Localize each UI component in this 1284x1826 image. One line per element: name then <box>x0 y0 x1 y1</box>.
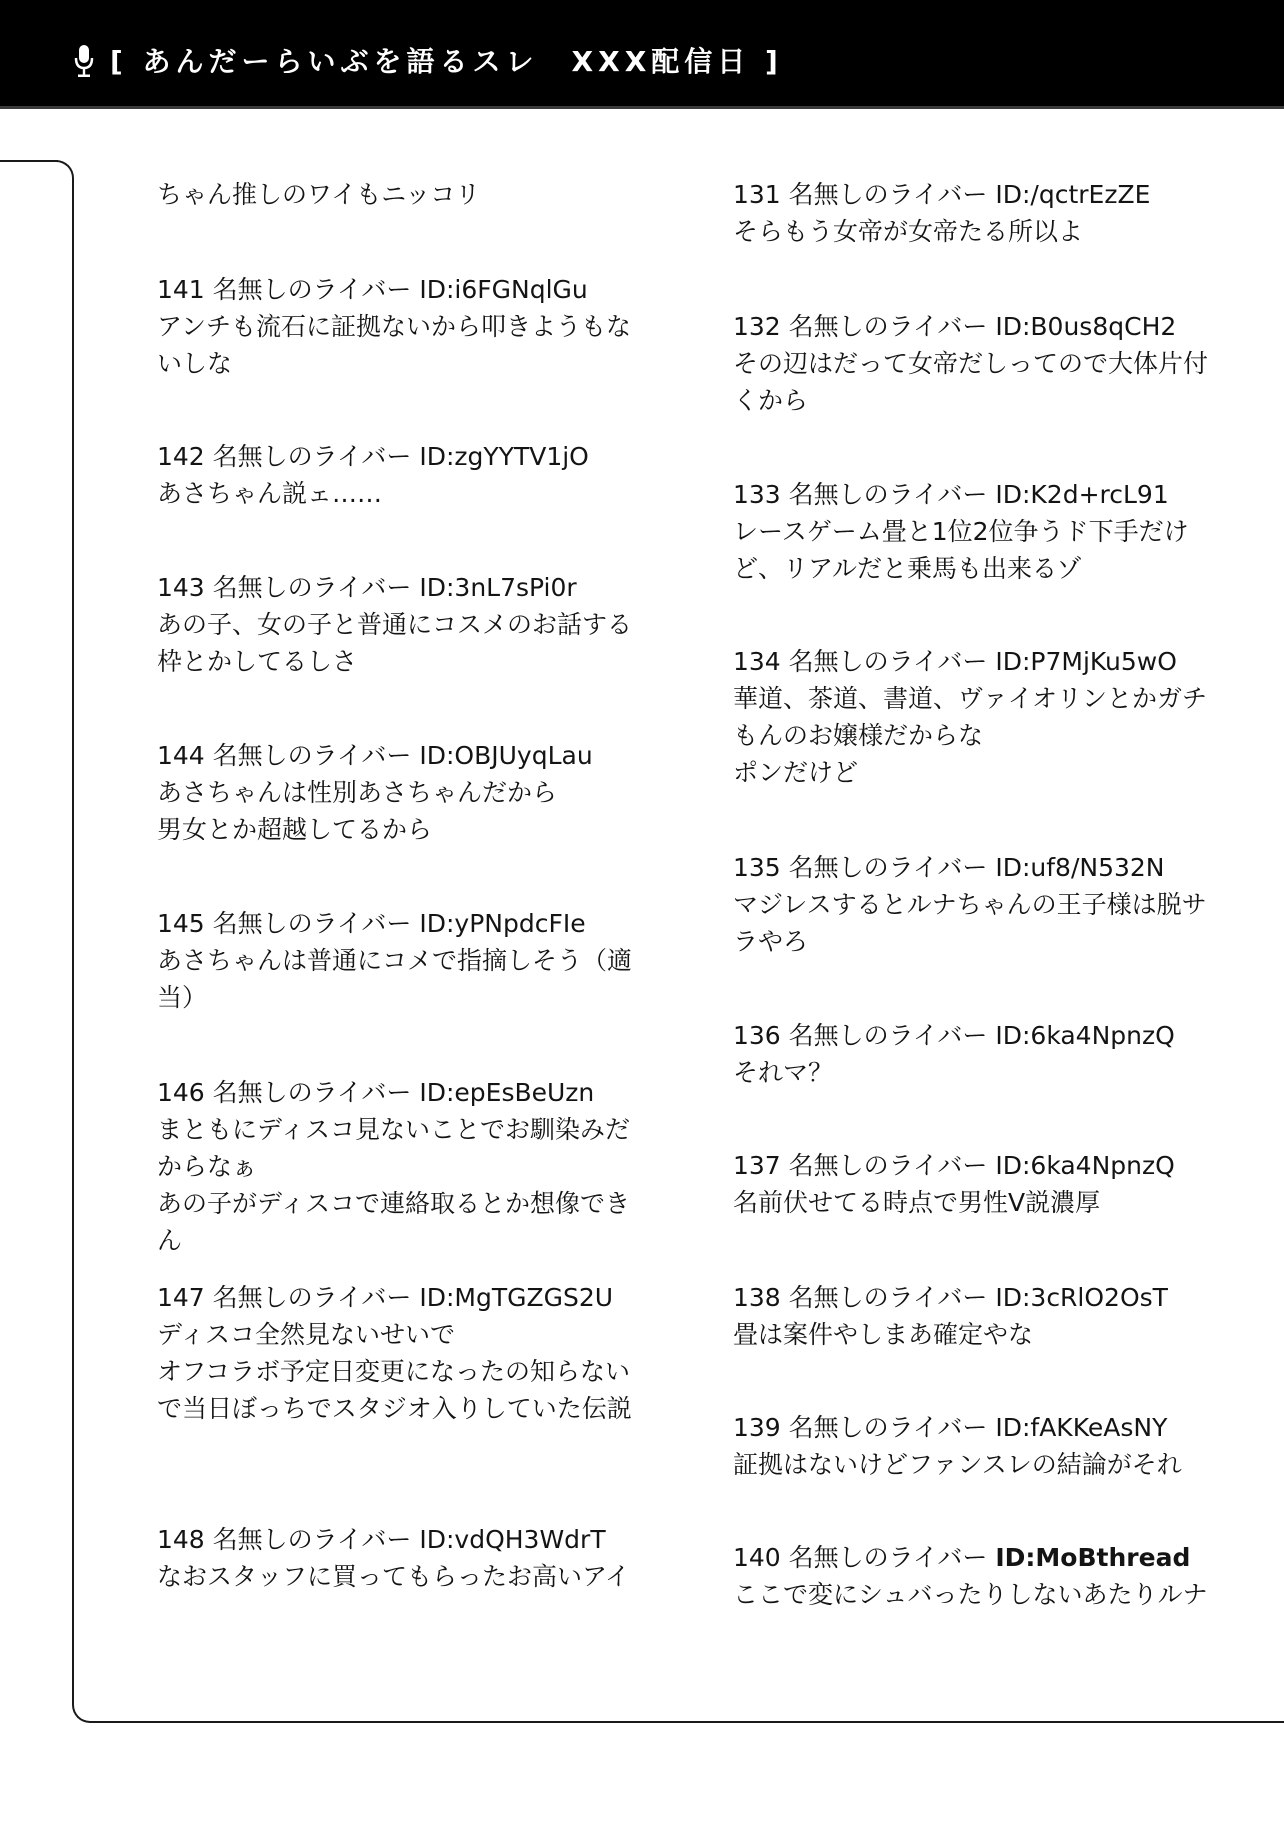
thread-title: [ あんだーらいぶを語るスレ XXX配信日 ] <box>110 45 783 78</box>
post-body-line: マジレスするとルナちゃんの王子様は脱サ <box>733 890 1207 919</box>
post-133 <box>733 476 1189 587</box>
post-144 <box>157 737 593 848</box>
post-body-line: それマ？ <box>733 1058 834 1087</box>
post-header: 132 名無しのライバー ID:B0us8qCH2 <box>733 312 1177 341</box>
post-145 <box>157 905 632 1016</box>
post-body-line: ポンだけど <box>733 758 859 787</box>
post-147 <box>157 1279 632 1427</box>
post-138 <box>733 1279 1168 1353</box>
post-body-line: あさちゃんは普通にコメで指摘しそう（適 <box>157 946 633 975</box>
post-139 <box>733 1409 1182 1483</box>
post-body-line: あさちゃん説ェ…… <box>157 479 383 508</box>
post-body-line: もんのお嬢様だからな <box>733 721 984 750</box>
post-140 <box>733 1539 1208 1613</box>
post-header: 142 名無しのライバー ID:zgYYTV1jO <box>157 442 589 471</box>
frame-corner <box>72 1696 98 1723</box>
post-header: 135 名無しのライバー ID:uf8/N532N <box>733 853 1165 882</box>
frame-border-left <box>72 184 74 1698</box>
post-body-line: いしな <box>157 349 233 378</box>
post-body-line: 枠とかしてるしさ <box>157 647 358 676</box>
post-135 <box>733 849 1207 960</box>
post-header: 134 名無しのライバー ID:P7MjKu5wO <box>733 647 1177 676</box>
post-body-line: ここで変にシュバったりしないあたりルナ <box>733 1580 1208 1609</box>
post-146 <box>157 1074 630 1259</box>
post-body-line: くから <box>733 386 809 415</box>
post-body-line: あさちゃんは性別あさちゃんだから <box>157 778 558 807</box>
post-148 <box>157 1521 630 1595</box>
post-body-line: あの子、女の子と普通にコスメのお話する <box>157 610 633 639</box>
post-header: 131 名無しのライバー ID:/qctrEzZE <box>733 180 1151 209</box>
post-header: 139 名無しのライバー ID:fAKKeAsNY <box>733 1413 1168 1442</box>
post-header: 145 名無しのライバー ID:yPNpdcFIe <box>157 909 586 938</box>
post-131 <box>733 176 1150 250</box>
post-id-highlighted: ID:MoBthread <box>995 1543 1191 1572</box>
post-header: 144 名無しのライバー ID:OBJUyqLau <box>157 741 593 770</box>
post-header: 148 名無しのライバー ID:vdQH3WdrT <box>157 1525 606 1554</box>
post-body-line: レースゲーム畳と1位2位争うド下手だけ <box>733 517 1189 546</box>
post-header: 138 名無しのライバー ID:3cRlO2OsT <box>733 1283 1168 1312</box>
post-body-line: 名前伏せてる時点で男性V説濃厚 <box>733 1188 1101 1217</box>
frame-corner <box>48 160 74 186</box>
post-134 <box>733 643 1207 791</box>
post-header: 133 名無しのライバー ID:K2d+rcL91 <box>733 480 1169 509</box>
header-divider <box>0 106 1284 109</box>
post-body-line: その辺はだって女帝だしってので大体片付 <box>733 349 1209 378</box>
post-body-line: ラやろ <box>733 927 809 956</box>
post-body-line: からなぁ <box>157 1152 258 1181</box>
post-143 <box>157 569 632 680</box>
post-header: 143 名無しのライバー ID:3nL7sPi0r <box>157 573 577 602</box>
post-header-prefix: 140 名無しのライバー <box>733 1543 996 1572</box>
post-header: 147 名無しのライバー ID:MgTGZGS2U <box>157 1283 614 1312</box>
post-body-line: アンチも流石に証拠ないから叩きようもな <box>157 312 632 341</box>
post-header: 136 名無しのライバー ID:6ka4NpnzQ <box>733 1021 1175 1050</box>
post-body-line: オフコラボ予定日変更になったの知らない <box>157 1357 631 1386</box>
post-header: 137 名無しのライバー ID:6ka4NpnzQ <box>733 1151 1175 1180</box>
post-body-line: で当日ぼっちでスタジオ入りしていた伝説 <box>157 1394 632 1423</box>
post-body-line: まともにディスコ見ないことでお馴染みだ <box>157 1115 631 1144</box>
post-continuation <box>157 176 480 213</box>
post-header: 141 名無しのライバー ID:i6FGNqlGu <box>157 275 588 304</box>
post-142 <box>157 438 589 512</box>
post-137 <box>733 1147 1175 1221</box>
frame-border-bottom <box>96 1721 1284 1723</box>
post-body-line: あの子がディスコで連絡取るとか想像でき <box>157 1189 631 1218</box>
post-body-line: 当） <box>157 983 208 1012</box>
post-body-line: 華道、茶道、書道、ヴァイオリンとかガチ <box>733 684 1208 713</box>
post-body-line: なおスタッフに買ってもらったお高いアイ <box>157 1562 630 1591</box>
post-body-line: ディスコ全然見ないせいで <box>157 1320 456 1349</box>
post-132 <box>733 308 1208 419</box>
post-header: 146 名無しのライバー ID:epEsBeUzn <box>157 1078 595 1107</box>
post-body-line: そらもう女帝が女帝たる所以よ <box>733 217 1084 246</box>
post-body-line: ちゃん推しのワイもニッコリ <box>157 180 481 209</box>
microphone-icon <box>74 44 94 78</box>
post-body-line: ど、リアルだと乗馬も出来るゾ <box>733 554 1082 583</box>
post-body-line: 男女とか超越してるから <box>157 815 433 844</box>
post-body-line: 証拠はないけどファンスレの結論がそれ <box>733 1450 1182 1479</box>
post-136 <box>733 1017 1175 1091</box>
thread-title-bar <box>0 0 1284 107</box>
post-header <box>733 1539 1208 1576</box>
post-141 <box>157 271 631 382</box>
post-body-line: ん <box>157 1226 183 1255</box>
post-body-line: 畳は案件やしまあ確定やな <box>733 1320 1034 1349</box>
